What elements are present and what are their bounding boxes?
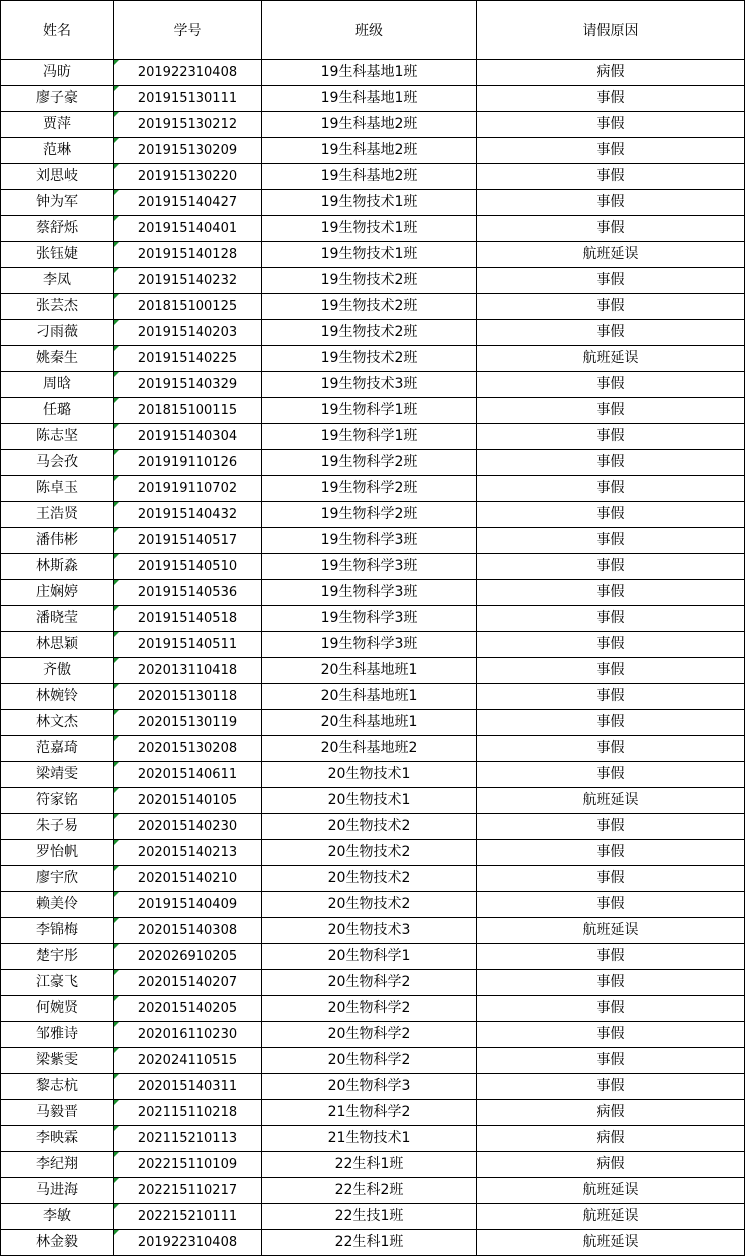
- cell-reason: 病假: [477, 1100, 745, 1126]
- cell-student-id: 201915140232: [114, 268, 262, 294]
- cell-class: 20生物技术2: [262, 840, 477, 866]
- table-row: [1, 424, 745, 450]
- cell-name: 马毅晋: [1, 1100, 114, 1126]
- table-row: [1, 892, 745, 918]
- cell-student-id: 202015140205: [114, 996, 262, 1022]
- cell-class: 20生物科学2: [262, 1048, 477, 1074]
- cell-class: 20生科基地班1: [262, 658, 477, 684]
- cell-reason: 事假: [477, 190, 745, 216]
- cell-student-id: 202215110217: [114, 1178, 262, 1204]
- cell-class: 19生物科学2班: [262, 450, 477, 476]
- cell-name: 林思颖: [1, 632, 114, 658]
- cell-student-id: 201915140427: [114, 190, 262, 216]
- cell-class: 20生科基地班1: [262, 684, 477, 710]
- table-row: [1, 294, 745, 320]
- cell-class: 21生物技术1: [262, 1126, 477, 1152]
- cell-class: 22生科1班: [262, 1230, 477, 1256]
- cell-student-id: 201915130212: [114, 112, 262, 138]
- cell-student-id: 202015140207: [114, 970, 262, 996]
- cell-student-id: 202013110418: [114, 658, 262, 684]
- cell-name: 潘伟彬: [1, 528, 114, 554]
- table-row: [1, 788, 745, 814]
- cell-class: 22生科1班: [262, 1152, 477, 1178]
- cell-reason: 事假: [477, 294, 745, 320]
- header-class: 班级: [262, 1, 477, 60]
- cell-reason: 事假: [477, 580, 745, 606]
- cell-class: 20生物科学1: [262, 944, 477, 970]
- cell-student-id: 201915130209: [114, 138, 262, 164]
- cell-reason: 事假: [477, 892, 745, 918]
- cell-class: 22生科2班: [262, 1178, 477, 1204]
- cell-reason: 事假: [477, 86, 745, 112]
- cell-class: 19生科基地1班: [262, 86, 477, 112]
- table-row: [1, 1204, 745, 1230]
- cell-reason: 事假: [477, 216, 745, 242]
- table-row: [1, 1126, 745, 1152]
- cell-class: 19生物技术2班: [262, 346, 477, 372]
- cell-name: 蔡舒烁: [1, 216, 114, 242]
- cell-name: 符家铭: [1, 788, 114, 814]
- cell-name: 陈志坚: [1, 424, 114, 450]
- cell-class: 19生物科学1班: [262, 398, 477, 424]
- table-row: [1, 450, 745, 476]
- cell-reason: 事假: [477, 840, 745, 866]
- cell-name: 钟为军: [1, 190, 114, 216]
- cell-class: 20生科基地班2: [262, 736, 477, 762]
- cell-reason: 事假: [477, 268, 745, 294]
- cell-class: 20生物技术2: [262, 814, 477, 840]
- cell-name: 冯昉: [1, 60, 114, 86]
- cell-student-id: 201915140409: [114, 892, 262, 918]
- cell-reason: 航班延误: [477, 1178, 745, 1204]
- cell-reason: 事假: [477, 658, 745, 684]
- cell-reason: 事假: [477, 1022, 745, 1048]
- cell-class: 20生物科学2: [262, 1022, 477, 1048]
- cell-name: 潘晓莹: [1, 606, 114, 632]
- cell-name: 林金毅: [1, 1230, 114, 1256]
- header-row: [1, 1, 745, 60]
- cell-reason: 事假: [477, 1074, 745, 1100]
- cell-student-id: 202015140105: [114, 788, 262, 814]
- table-row: [1, 216, 745, 242]
- table-row: [1, 1230, 745, 1256]
- table-row: [1, 996, 745, 1022]
- cell-reason: 事假: [477, 632, 745, 658]
- cell-class: 19生物科学1班: [262, 424, 477, 450]
- cell-reason: 事假: [477, 996, 745, 1022]
- cell-student-id: 201915140304: [114, 424, 262, 450]
- table-row: [1, 944, 745, 970]
- cell-name: 廖宇欣: [1, 866, 114, 892]
- cell-class: 19生物技术1班: [262, 216, 477, 242]
- cell-class: 19生物科学2班: [262, 476, 477, 502]
- cell-reason: 事假: [477, 814, 745, 840]
- cell-reason: 事假: [477, 502, 745, 528]
- cell-reason: 航班延误: [477, 242, 745, 268]
- cell-student-id: 201915140225: [114, 346, 262, 372]
- cell-class: 20生物技术2: [262, 866, 477, 892]
- table-row: [1, 840, 745, 866]
- table-row: [1, 814, 745, 840]
- cell-name: 林文杰: [1, 710, 114, 736]
- table-row: [1, 1178, 745, 1204]
- cell-student-id: 202016110230: [114, 1022, 262, 1048]
- cell-class: 19生物科学3班: [262, 528, 477, 554]
- cell-student-id: 202015140230: [114, 814, 262, 840]
- cell-name: 张钰婕: [1, 242, 114, 268]
- table-row: [1, 866, 745, 892]
- table-row: [1, 762, 745, 788]
- cell-class: 20生物技术1: [262, 788, 477, 814]
- cell-reason: 事假: [477, 606, 745, 632]
- table-row: [1, 918, 745, 944]
- cell-reason: 病假: [477, 1152, 745, 1178]
- table-row: [1, 1048, 745, 1074]
- cell-class: 19生物技术2班: [262, 294, 477, 320]
- table-row: [1, 970, 745, 996]
- cell-name: 赖美伶: [1, 892, 114, 918]
- cell-reason: 事假: [477, 710, 745, 736]
- cell-student-id: 202015140210: [114, 866, 262, 892]
- table-row: [1, 86, 745, 112]
- cell-reason: 病假: [477, 1126, 745, 1152]
- table-row: [1, 242, 745, 268]
- cell-name: 林婉铃: [1, 684, 114, 710]
- cell-name: 李锦梅: [1, 918, 114, 944]
- table-row: [1, 554, 745, 580]
- table-row: [1, 112, 745, 138]
- cell-student-id: 202015140311: [114, 1074, 262, 1100]
- cell-reason: 事假: [477, 320, 745, 346]
- cell-name: 廖子豪: [1, 86, 114, 112]
- cell-student-id: 201919110126: [114, 450, 262, 476]
- cell-name: 黎志杭: [1, 1074, 114, 1100]
- cell-student-id: 201919110702: [114, 476, 262, 502]
- cell-name: 范琳: [1, 138, 114, 164]
- table-row: [1, 710, 745, 736]
- cell-class: 19生科基地2班: [262, 112, 477, 138]
- table-row: [1, 528, 745, 554]
- cell-name: 张芸杰: [1, 294, 114, 320]
- cell-student-id: 202024110515: [114, 1048, 262, 1074]
- cell-name: 陈卓玉: [1, 476, 114, 502]
- cell-student-id: 201915130111: [114, 86, 262, 112]
- cell-name: 周晗: [1, 372, 114, 398]
- table-row: [1, 476, 745, 502]
- header-student-id: 学号: [114, 1, 262, 60]
- cell-reason: 航班延误: [477, 1230, 745, 1256]
- cell-name: 江豪飞: [1, 970, 114, 996]
- cell-class: 22生技1班: [262, 1204, 477, 1230]
- cell-reason: 航班延误: [477, 788, 745, 814]
- cell-name: 刘思岐: [1, 164, 114, 190]
- cell-student-id: 202015130119: [114, 710, 262, 736]
- table-body: [1, 60, 745, 1256]
- table-row: [1, 632, 745, 658]
- cell-class: 20生物技术3: [262, 918, 477, 944]
- cell-class: 19生科基地2班: [262, 138, 477, 164]
- cell-student-id: 201915140329: [114, 372, 262, 398]
- table-row: [1, 138, 745, 164]
- cell-name: 姚秦生: [1, 346, 114, 372]
- cell-name: 任璐: [1, 398, 114, 424]
- table-row: [1, 1022, 745, 1048]
- cell-student-id: 201915140518: [114, 606, 262, 632]
- table-row: [1, 580, 745, 606]
- cell-student-id: 201915140401: [114, 216, 262, 242]
- cell-class: 20生物技术2: [262, 892, 477, 918]
- cell-name: 李纪翔: [1, 1152, 114, 1178]
- table-row: [1, 684, 745, 710]
- table-row: [1, 60, 745, 86]
- cell-name: 马会孜: [1, 450, 114, 476]
- cell-student-id: 202115110218: [114, 1100, 262, 1126]
- header-reason: 请假原因: [477, 1, 745, 60]
- cell-reason: 航班延误: [477, 1204, 745, 1230]
- cell-reason: 事假: [477, 528, 745, 554]
- table-row: [1, 164, 745, 190]
- table-row: [1, 346, 745, 372]
- cell-student-id: 201815100115: [114, 398, 262, 424]
- cell-class: 20生物科学2: [262, 996, 477, 1022]
- cell-reason: 事假: [477, 736, 745, 762]
- header-name: 姓名: [1, 1, 114, 60]
- cell-class: 19生物科学2班: [262, 502, 477, 528]
- cell-name: 李凤: [1, 268, 114, 294]
- cell-name: 李映霖: [1, 1126, 114, 1152]
- cell-reason: 事假: [477, 1048, 745, 1074]
- cell-reason: 事假: [477, 944, 745, 970]
- cell-student-id: 202015140213: [114, 840, 262, 866]
- cell-reason: 事假: [477, 476, 745, 502]
- cell-name: 刁雨薇: [1, 320, 114, 346]
- cell-name: 李敏: [1, 1204, 114, 1230]
- table-row: [1, 606, 745, 632]
- cell-student-id: 202026910205: [114, 944, 262, 970]
- table-row: [1, 502, 745, 528]
- cell-reason: 航班延误: [477, 918, 745, 944]
- cell-name: 马进海: [1, 1178, 114, 1204]
- cell-class: 19生物技术1班: [262, 242, 477, 268]
- cell-reason: 事假: [477, 866, 745, 892]
- cell-name: 王浩贤: [1, 502, 114, 528]
- cell-student-id: 201922310408: [114, 60, 262, 86]
- cell-class: 19生物科学3班: [262, 554, 477, 580]
- cell-reason: 事假: [477, 424, 745, 450]
- cell-name: 齐傲: [1, 658, 114, 684]
- cell-student-id: 201915140517: [114, 528, 262, 554]
- cell-student-id: 202015130208: [114, 736, 262, 762]
- cell-student-id: 202015130118: [114, 684, 262, 710]
- cell-reason: 事假: [477, 762, 745, 788]
- cell-class: 19生物技术1班: [262, 190, 477, 216]
- cell-student-id: 202215110109: [114, 1152, 262, 1178]
- cell-class: 19生科基地1班: [262, 60, 477, 86]
- cell-student-id: 201915140510: [114, 554, 262, 580]
- table-row: [1, 1100, 745, 1126]
- cell-reason: 事假: [477, 372, 745, 398]
- cell-name: 庄娴婷: [1, 580, 114, 606]
- cell-name: 范嘉琦: [1, 736, 114, 762]
- cell-reason: 航班延误: [477, 346, 745, 372]
- table-row: [1, 398, 745, 424]
- cell-class: 21生物科学2: [262, 1100, 477, 1126]
- cell-class: 19生物技术2班: [262, 268, 477, 294]
- table-row: [1, 1152, 745, 1178]
- cell-reason: 事假: [477, 684, 745, 710]
- cell-student-id: 201915140432: [114, 502, 262, 528]
- cell-reason: 事假: [477, 164, 745, 190]
- cell-class: 19生物技术2班: [262, 320, 477, 346]
- cell-reason: 事假: [477, 138, 745, 164]
- cell-student-id: 202015140611: [114, 762, 262, 788]
- cell-student-id: 201915140203: [114, 320, 262, 346]
- table-row: [1, 190, 745, 216]
- cell-student-id: 201915140536: [114, 580, 262, 606]
- cell-class: 19生物技术3班: [262, 372, 477, 398]
- cell-student-id: 202215210111: [114, 1204, 262, 1230]
- cell-student-id: 201922310408: [114, 1230, 262, 1256]
- cell-reason: 事假: [477, 554, 745, 580]
- cell-name: 朱子易: [1, 814, 114, 840]
- cell-name: 林斯淼: [1, 554, 114, 580]
- cell-class: 19生科基地2班: [262, 164, 477, 190]
- cell-student-id: 201915140511: [114, 632, 262, 658]
- table-row: [1, 268, 745, 294]
- cell-name: 罗怡帆: [1, 840, 114, 866]
- table-row: [1, 1074, 745, 1100]
- cell-reason: 事假: [477, 450, 745, 476]
- table-row: [1, 320, 745, 346]
- cell-student-id: 202115210113: [114, 1126, 262, 1152]
- cell-name: 楚宇彤: [1, 944, 114, 970]
- cell-name: 何婉贤: [1, 996, 114, 1022]
- cell-name: 梁靖雯: [1, 762, 114, 788]
- cell-class: 19生物科学3班: [262, 580, 477, 606]
- cell-name: 梁紫雯: [1, 1048, 114, 1074]
- cell-reason: 病假: [477, 60, 745, 86]
- cell-student-id: 202015140308: [114, 918, 262, 944]
- cell-class: 20生物科学2: [262, 970, 477, 996]
- cell-class: 20生物技术1: [262, 762, 477, 788]
- cell-class: 19生物科学3班: [262, 606, 477, 632]
- cell-student-id: 201815100125: [114, 294, 262, 320]
- cell-class: 19生物科学3班: [262, 632, 477, 658]
- cell-class: 20生物科学3: [262, 1074, 477, 1100]
- cell-name: 贾萍: [1, 112, 114, 138]
- table-row: [1, 658, 745, 684]
- table-row: [1, 372, 745, 398]
- table-row: [1, 736, 745, 762]
- cell-student-id: 201915130220: [114, 164, 262, 190]
- cell-class: 20生科基地班1: [262, 710, 477, 736]
- cell-reason: 事假: [477, 398, 745, 424]
- cell-reason: 事假: [477, 970, 745, 996]
- cell-name: 邹雅诗: [1, 1022, 114, 1048]
- cell-reason: 事假: [477, 112, 745, 138]
- cell-student-id: 201915140128: [114, 242, 262, 268]
